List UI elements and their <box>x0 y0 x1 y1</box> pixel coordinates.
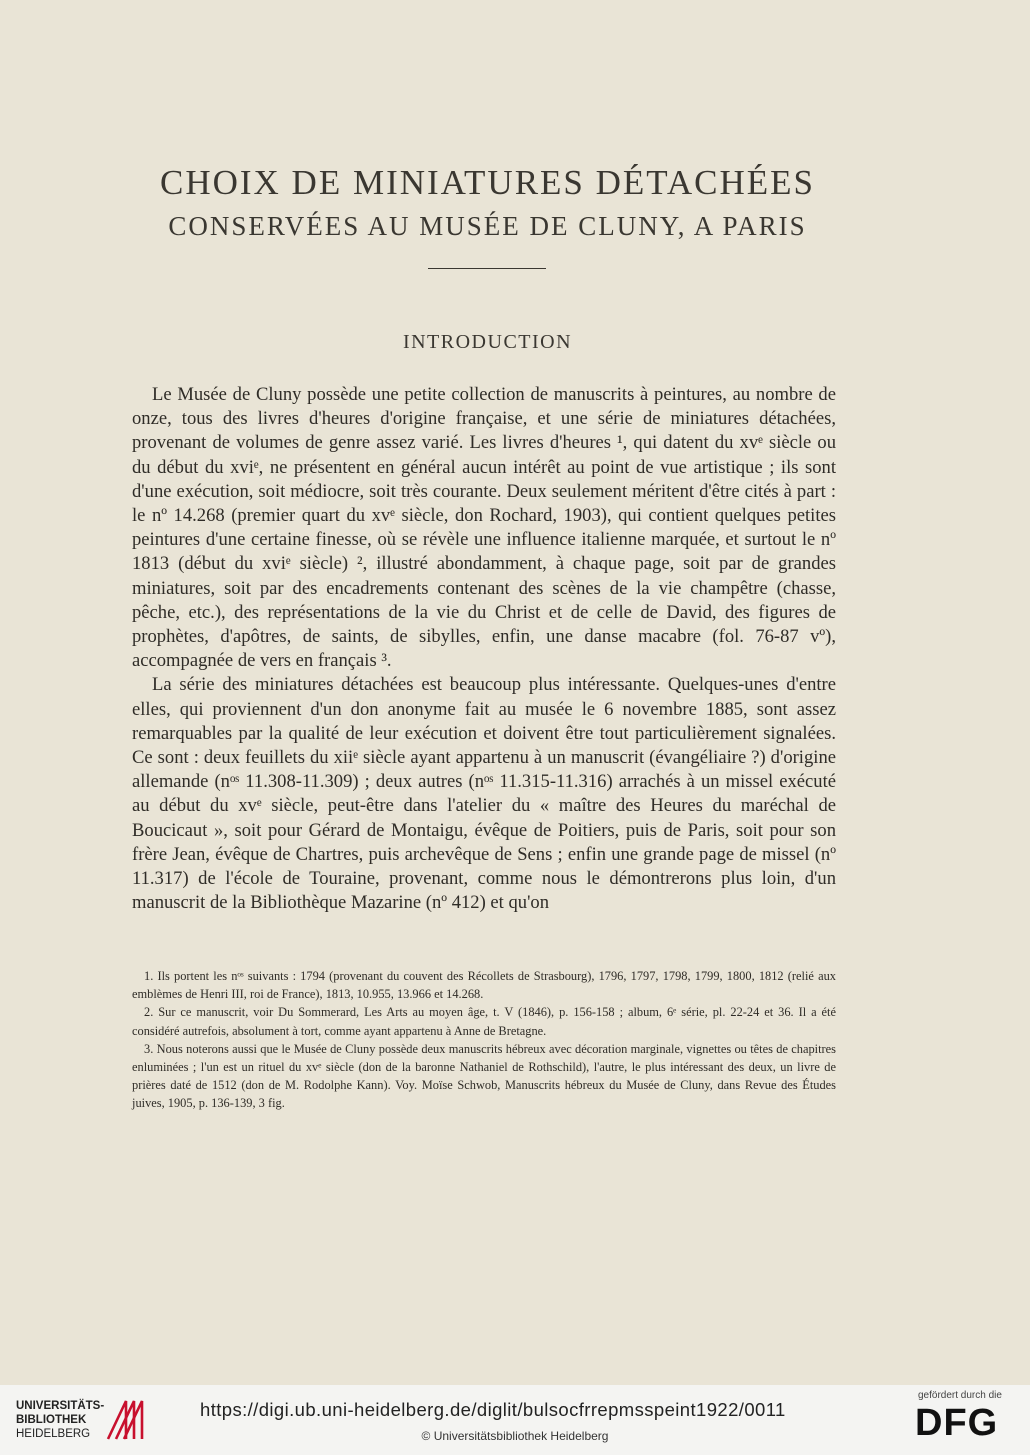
paragraph-1: Le Musée de Cluny possède une petite collection de manuscrits à peintures, au nombre de onze, tous des livres d'heures d'origine française, et une série de miniatures détachées, provenant de volumes de genre assez varié. Les livres d'heures ¹, qui datent du xvᵉ siècle ou du début du xviᵉ, ne présentent en général aucun intérêt au point de vue artistique ; ils sont d'une exécution, soit médiocre, soit très courante. Deux seulement méritent d'être cités à part : le nº 14.268 (premier quart du xvᵉ siècle, don Rochard, 1903), qui contient quelques petites peintures d'une certaine finesse, où se révèle une influence italienne marquée, et surtout le nº 1813 (début du xviᵉ siècle) ², illustré abondamment, à chaque page, soit par de grandes miniatures, soit par des encadrements contenant des scènes de la vie champêtre (chasse, pêche, etc.), des représentations de la vie du Christ et de celle de David, des figures de prophètes, d'apôtres, de saints, de sibylles, enfin, une danse macabre (fol. 76-87 vº), accompagnée de vers en français ³. <box>132 384 836 672</box>
footnote-3: 3. Nous noterons aussi que le Musée de Cluny possède deux manuscrits hébreux avec décoration marginale, vignettes ou têtes de chapitres enluminées ; l'un est un rituel du xvᵉ siècle (don de la baronne Nathaniel de Rothschild), l'autre, le plus intéressant des deux, un livre de prières daté de 1512 (don de M. Rodolphe Kann). Voy. Moïse Schwob, Manuscrits hébreux du Musée de Cluny, dans Revue des Études juives, 1905, p. 136-139, 3 fig. <box>132 1041 836 1111</box>
paragraph-2: La série des miniatures détachées est beaucoup plus intéressante. Quelques-unes d'entre elles, qui proviennent d'un don anonyme fait au musée le 6 novembre 1885, sont assez remarquables par la qualité de leur exécution et doivent être tout particulièrement signalées. Ce sont : deux feuillets du xiiᵉ siècle ayant appartenu à un manuscrit (évangéliaire ?) d'origine allemande (nᵒˢ 11.308-11.309) ; deux autres (nᵒˢ 11.315-11.316) arrachés à un missel exécuté au début du xvᵉ siècle, peut-être dans l'atelier du « maître des Heures du maréchal de Boucicaut », soit pour Gérard de Montaigu, évêque de Poitiers, puis de Paris, soit pour son frère Jean, évêque de Chartres, puis archevêque de Sens ; enfin une grande page de missel (nº 11.317) de l'école de Touraine, provenant, comme nous le démontrerons plus loin, d'un manuscrit de la Bibliothèque Mazarine (nº 412) et qu'on <box>132 674 836 914</box>
funded-by-label: gefördert durch die <box>918 1390 1002 1401</box>
body-text <box>132 383 836 915</box>
title-line-1: CHOIX DE MINIATURES DÉTACHÉES <box>159 163 816 202</box>
library-name-line-1: UNIVERSITÄTS- <box>16 1400 105 1412</box>
viewer-footer <box>0 1385 1030 1455</box>
title-line-2: CONSERVÉES AU MUSÉE DE CLUNY, A PARIS <box>168 211 807 241</box>
footnotes <box>132 967 836 1113</box>
section-heading: INTRODUCTION <box>402 331 573 353</box>
footnote-2: 2. Sur ce manuscrit, voir Du Sommerard, Les Arts au moyen âge, t. V (1846), p. 156-158 ; album, 6ᵉ série, pl. 22-24 et 36. Il a été considéré autrefois, absolument à tort, comme ayant appartenu à Anne de Bretagne. <box>132 1005 836 1038</box>
library-name-line-3: HEIDELBERG <box>16 1428 91 1440</box>
copyright-text: © Universitätsbibliothek Heidelberg <box>421 1429 609 1443</box>
library-name-line-2: BIBLIOTHEK <box>16 1414 87 1426</box>
permalink-url[interactable]: https://digi.ub.uni-heidelberg.de/diglit/bulsocfrrepmsspeint1922/0011 <box>200 1399 786 1420</box>
footnote-1: 1. Ils portent les nᵒˢ suivants : 1794 (provenant du couvent des Récollets de Strasbourg), 1796, 1797, 1798, 1799, 1800, 1812 (relié aux emblèmes de Henri III, roi de France), 1813, 10.955, 13.966 et 14.268. <box>132 969 836 1002</box>
title-divider <box>428 268 546 269</box>
dfg-logo: DFG <box>915 1402 999 1444</box>
